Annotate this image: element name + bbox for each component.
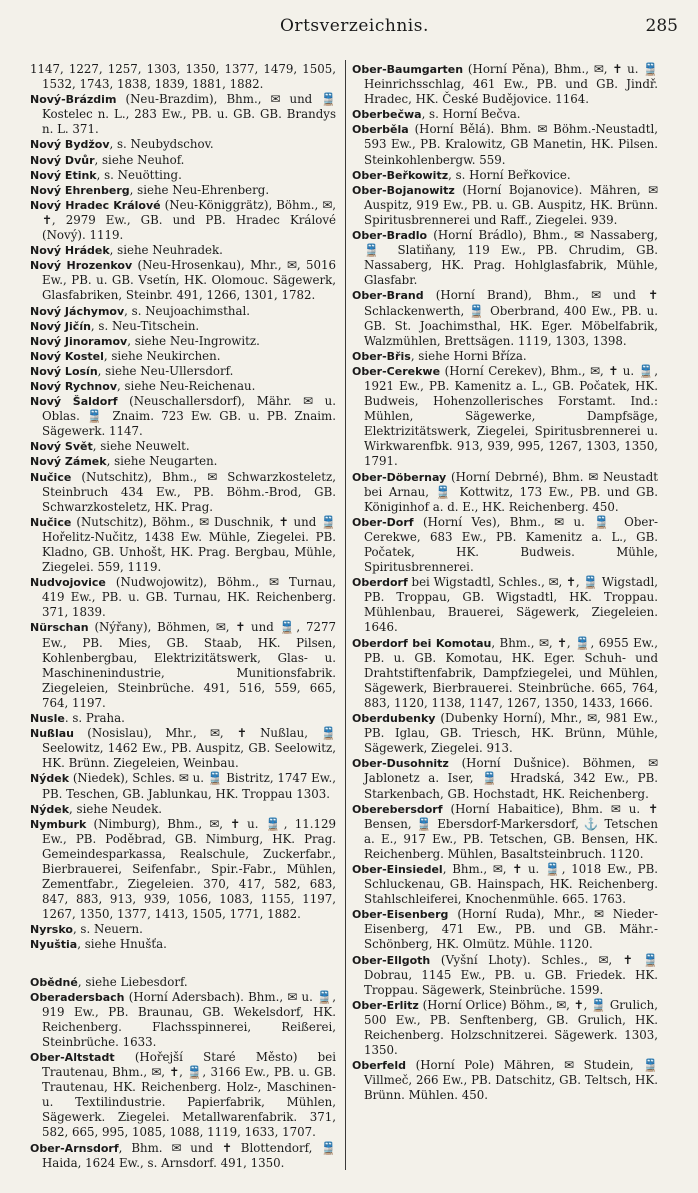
entry-text: (Horní Brádlo), Bhm., ✉ Nassaberg, 🚆 Slatiňany, 119 Ew., PB. Chrudim, GB. Nassaberg, HK. Prag. Hohlglasfabrik, Mühle, Glasfabr. bbox=[364, 228, 658, 288]
entry-headword: Nový Hradec Králové bbox=[30, 198, 161, 212]
entry-text: (Horní Habaitice), Bhm. ✉ u. ✝ Bensen, 🚆 Ebersdorf-Markersdorf, ⚓ Tetschen a. E., 917 Ew., PB. Tetschen, GB. Bensen, HK. Reichenberg. Mühlen, Basaltsteinbruch. 1120. bbox=[364, 801, 658, 861]
directory-entry bbox=[30, 243, 336, 258]
directory-entry bbox=[352, 711, 658, 756]
directory-entry bbox=[352, 470, 658, 515]
entry-text: (Nimburg), Bhm., ✉, ✝ u. 🚆, 11.129 Ew., PB. Poděbrad, GB. Nimburg, HK. Prag. Gemeindesparkassa, Realschule, Zuckerfabr., Bierbrauerei, Seifenfabr., Spir.-Fabr., Mühlen, Zementfabr., Ziegeleien. 370, 417, 582, 683, 847, 883, 913, 939, 1056, 1083, 1155, 1197, 1267, 1350, 1377, 1413, 1505, 1771, 1882. bbox=[42, 816, 336, 922]
entry-headword: Nußlau bbox=[30, 727, 74, 741]
directory-entry bbox=[30, 334, 336, 349]
entry-headword: Obědné bbox=[30, 975, 78, 989]
entry-text: (Horní Pěna), Bhm., ✉, ✝ u. 🚆 Heinrichsschlag, 461 Ew., PB. und GB. Jindř. Hradec, HK. České Budějovice. 1164. bbox=[364, 62, 658, 107]
entry-headword: Ober-Cerekwe bbox=[352, 364, 441, 378]
right-column bbox=[352, 62, 658, 1103]
directory-entry bbox=[352, 756, 658, 801]
entry-text: (Hořejší Staré Město) bei Trautenau, Bhm., ✉, ✝, 🚆, 3166 Ew., PB. u. GB. Trautenau, HK. Reichenberg. Holz-, Maschinen- u. Textilindustrie. Papierfabrik, Mühlen, Sägewerk. Ziegelei. Metallwarenfabrik. 371, 582, 665, 995, 1085, 1088, 1119, 1633, 1707. bbox=[42, 1050, 336, 1140]
entry-headword: Oberbečwa bbox=[352, 108, 422, 122]
entry-text: . s. Praha. bbox=[64, 711, 125, 726]
directory-entry bbox=[30, 922, 336, 937]
entry-text: , siehe Neu-Reichenau. bbox=[117, 378, 256, 393]
entry-headword: Ober-Altstadt bbox=[30, 1051, 115, 1064]
directory-entry bbox=[30, 470, 336, 515]
entry-text: , siehe Neudek. bbox=[69, 801, 163, 816]
entry-text: (Horní Pole) Mähren, ✉ Studein, 🚆 Villmeč, 266 Ew., PB. Datschitz, GB. Teltsch, HK. Brünn. Mühlen. 450. bbox=[364, 1058, 658, 1103]
entry-headword: Nový Rychnov bbox=[30, 379, 117, 393]
entry-headword: Nusle bbox=[30, 712, 65, 726]
directory-entry bbox=[30, 258, 336, 303]
entry-headword: Oberdorf bei Komotau bbox=[352, 636, 492, 650]
entry-headword: Nučice bbox=[30, 470, 72, 484]
entry-text: , s. Neujoachimsthal. bbox=[124, 303, 251, 318]
entry-text: , s. Neuern. bbox=[72, 922, 143, 937]
directory-entry bbox=[30, 349, 336, 364]
entry-text: , siehe Liebesdorf. bbox=[77, 974, 188, 989]
entry-headword: Nučice bbox=[30, 515, 72, 529]
entry-text: (Horní Ves), Bhm., ✉ u. 🚆 Ober-Cerekwe, 683 Ew., PB. Kamenitz a. L., GB. Počatek, HK. Budweis. Mühle, Spiritusbrennerei. bbox=[364, 514, 658, 575]
directory-entry bbox=[352, 862, 658, 907]
entry-text: , s. Neuötting. bbox=[96, 167, 182, 182]
directory-entry bbox=[30, 137, 336, 152]
entry-text: (Neuschallersdorf), Mähr. ✉ u. Oblas. 🚆 Znaim. 723 Ew. GB. u. PB. Znaim. Sägewerk. 1147. bbox=[42, 394, 336, 439]
directory-entry bbox=[30, 817, 336, 923]
directory-entry bbox=[30, 168, 336, 183]
directory-entry bbox=[30, 711, 336, 726]
directory-entry bbox=[352, 183, 658, 228]
entry-text: (Horní Dušnice). Böhmen, ✉ Jablonetz a. Iser, 🚆 Hradská, 342 Ew., PB. Starkenbach, GB. Hochstadt, HK. Reichenberg. bbox=[364, 756, 658, 801]
entry-headword: Nyuštia bbox=[30, 938, 78, 952]
directory-entry bbox=[30, 92, 336, 137]
entry-text: , Bhm. ✉ und ✝ Blottendorf, 🚆 Haida, 1624 Ew., s. Arnsdorf. 491, 1350. bbox=[42, 1140, 336, 1170]
entry-headword: Ober-Bojanowitz bbox=[352, 183, 455, 197]
directory-entry bbox=[352, 122, 658, 167]
entry-text: (Horní Adersbach). Bhm., ✉ u. 🚆, 919 Ew., PB. Braunau, GB. Wekelsdorf, HK. Reichenberg. Flachsspinnerei, Reißerei, Steinbrüche. 1633. bbox=[42, 989, 336, 1049]
entry-text: , s. Neubydschov. bbox=[109, 137, 214, 152]
entry-headword: Ober-Döbernay bbox=[352, 470, 447, 484]
entry-headword: Ober-Ellgoth bbox=[352, 953, 431, 967]
directory-entry bbox=[30, 62, 336, 92]
entry-headword: Oberadersbach bbox=[30, 990, 125, 1004]
entry-headword: Ober-Břis bbox=[352, 349, 411, 363]
directory-entry bbox=[352, 802, 658, 862]
entry-text: , siehe Neukirchen. bbox=[103, 348, 221, 363]
entry-text: , s. Horní Beřkovice. bbox=[448, 167, 571, 182]
entry-headword: Ober-Dorf bbox=[352, 515, 414, 529]
entry-headword: Ober-Erlitz bbox=[352, 998, 419, 1012]
entry-headword: Nýdek bbox=[30, 772, 70, 786]
entry-headword: Nový Bydžov bbox=[30, 138, 110, 152]
entry-headword: Nürschan bbox=[30, 621, 89, 635]
directory-entry bbox=[30, 515, 336, 575]
entry-headword: Nudvojovice bbox=[30, 576, 106, 590]
entry-headword: Oberdubenky bbox=[352, 712, 436, 726]
directory-entry bbox=[352, 168, 658, 183]
entry-headword: Nový Šaldorf bbox=[30, 395, 118, 409]
entry-text: (Vyšní Lhoty). Schles., ✉, ✝ 🚆 Dobrau, 1145 Ew., PB. u. GB. Friedek. HK. Troppau. Sägewerk, Steinbrüche. 1599. bbox=[364, 952, 658, 997]
entry-headword: Nový Svět bbox=[30, 440, 93, 454]
directory-entry bbox=[352, 364, 658, 470]
entry-headword: Oberdorf bbox=[352, 576, 408, 590]
page-header bbox=[0, 12, 698, 40]
entry-text: (Neu-Königgrätz), Böhm., ✉, ✝, 2979 Ew., GB. und PB. Hradec Králové (Nový). 1119. bbox=[42, 197, 336, 243]
entry-text: (Horní Cerekev), Bhm., ✉, ✝ u. 🚆, 1921 Ew., PB. Kamenitz a. L., GB. Počatek, HK. Budweis, Hohenzollerisches Forstamt. Ind.: Mühlen, Sägewerke, Dampfsäge, Elektrizitätswerk, Ziegelei, Spiritusbrennerei u. Wirkwarenfbk. 913, 939, 995, 1267, 1303, 1350, 1791. bbox=[364, 363, 658, 469]
directory-entry bbox=[30, 575, 336, 620]
directory-entry bbox=[30, 198, 336, 243]
entry-text: (Niedek), Schles. ✉ u. 🚆 Bistritz, 1747 Ew., PB. Teschen, GB. Jablunkau, HK. Troppau 1303. bbox=[42, 771, 336, 801]
directory-entry bbox=[30, 620, 336, 711]
entry-text: (Horní Orlice) Böhm., ✉, ✝, 🚆 Grulich, 500 Ew., PB. Senftenberg, GB. Grulich, HK. Reichenberg. Holzschnitzerei. Sägewerk. 1303, 1350. bbox=[364, 997, 658, 1058]
entry-text: (Nýřany), Böhmen, ✉, ✝ und 🚆, 7277 Ew., PB. Mies, GB. Staab, HK. Pilsen, Kohlenbergbau, Elektrizitätswerk, Glas- u. Maschinenindustrie, Munitionsfabrik. Ziegeleien, Steinbrüche. 491, 516, 559, 665, 764, 1197. bbox=[42, 620, 336, 710]
entry-text: (Dubenky Horní), Mhr., ✉, 981 Ew., PB. Iglau, GB. Triesch, HK. Brünn, Mühle, Sägewerk, Ziegelei. 913. bbox=[364, 711, 658, 756]
entry-text: (Horní Bělá). Bhm. ✉ Böhm.-Neustadtl, 593 Ew., PB. Kralowitz, GB Manetin, HK. Pilsen. Steinkohlenbergw. 559. bbox=[364, 122, 658, 167]
entry-headword: Ober-Brand bbox=[352, 289, 424, 303]
directory-entry bbox=[30, 379, 336, 394]
directory-entry bbox=[30, 304, 336, 319]
entry-headword: Nový Jáchymov bbox=[30, 304, 125, 318]
entry-headword: Ober-Baumgarten bbox=[352, 63, 464, 76]
entry-headword: Nový Zámek bbox=[30, 455, 107, 469]
entry-headword: Nový Dvůr bbox=[30, 153, 95, 167]
entry-text: , siehe Neuhof. bbox=[94, 152, 185, 167]
entry-headword: Nymburk bbox=[30, 817, 87, 831]
entry-text: (Horní Brand), Bhm., ✉ und ✝ Schlackenwerth, 🚆 Oberbrand, 400 Ew., PB. u. GB. St. Joachimsthal, HK. Eger. Möbelfabrik, Walzmühlen, Brettsägen. 1119, 1303, 1398. bbox=[364, 288, 658, 348]
directory-entry bbox=[30, 439, 336, 454]
directory-entry bbox=[352, 575, 658, 635]
entry-text: (Horní Debrné), Bhm. ✉ Neustadt bei Arnau, 🚆 Kottwitz, 173 Ew., PB. und GB. Königinhof a. d. E., HK. Reichenberg. 450. bbox=[364, 469, 658, 514]
directory-entry bbox=[352, 288, 658, 348]
entry-text: bei Wigstadtl, Schles., ✉, ✝, 🚆 Wigstadl, PB. Troppau, GB. Wigstadtl, HK. Troppau. Mühlenbau, Brauerei, Sägewerk, Ziegeleien. 1646. bbox=[364, 575, 658, 635]
directory-entry bbox=[30, 802, 336, 817]
entry-headword: Nový Hrádek bbox=[30, 244, 110, 258]
entry-text: 1147, 1227, 1257, 1303, 1350, 1377, 1479, 1505, 1532, 1743, 1838, 1839, 1881, 1882. bbox=[30, 62, 336, 92]
entry-text: (Horní Ruda), Mhr., ✉ Nieder-Eisenberg, 471 Ew., PB. und GB. Mähr.-Schönberg, HK. Olmütz. Mühle. 1120. bbox=[364, 907, 658, 952]
entry-headword: Nový Jinoramov bbox=[30, 334, 128, 348]
entry-headword: Oberfeld bbox=[352, 1059, 407, 1073]
entry-text: (Horní Bojanovice). Mähren, ✉ Auspitz, 919 Ew., PB. u. GB. Auspitz, HK. Brünn. Spiritusbrennerei und Raff., Ziegelei. 939. bbox=[364, 182, 658, 227]
entry-text: , Bhm., ✉, ✝ u. 🚆, 1018 Ew., PB. Schluckenau, GB. Hainspach, HK. Reichenberg. Stahlschleiferei, Knochenmühle. 665. 1763. bbox=[364, 861, 658, 907]
directory-entry bbox=[30, 183, 336, 198]
directory-entry bbox=[352, 953, 658, 998]
entry-text: , siehe Hnušťa. bbox=[77, 937, 167, 952]
entry-text: (Neu-Hrosenkau), Mhr., ✉, 5016 Ew., PB. u. GB. Vsetín, HK. Olomouc. Sägewerk, Glasfabriken, Steinbr. 491, 1266, 1301, 1782. bbox=[42, 258, 336, 303]
entry-headword: Nový Jičín bbox=[30, 319, 91, 333]
entry-headword: Nový Etink bbox=[30, 168, 97, 182]
directory-entry bbox=[352, 998, 658, 1058]
entry-headword: Ober-Eisenberg bbox=[352, 908, 449, 922]
directory-entry bbox=[352, 107, 658, 122]
entry-headword: Ober-Dusohnitz bbox=[352, 757, 449, 771]
directory-entry bbox=[30, 975, 336, 990]
directory-entry bbox=[30, 1141, 336, 1171]
page-number: 285 bbox=[645, 16, 678, 36]
entry-text: , siehe Neu-Ehrenberg. bbox=[129, 182, 270, 197]
entry-headword: Nový-Brázdim bbox=[30, 93, 117, 107]
entry-headword: Nyrsko bbox=[30, 923, 73, 937]
entry-headword: Nový Ehrenberg bbox=[30, 183, 130, 197]
entry-text: (Neu-Brazdim), Bhm., ✉ und 🚆 Kostelec n. L., 283 Ew., PB. u. GB. GB. Brandys n. L. 371. bbox=[42, 92, 336, 137]
entry-headword: Nový Kostel bbox=[30, 349, 104, 363]
directory-entry bbox=[30, 364, 336, 379]
entry-headword: Ober-Bradlo bbox=[352, 229, 428, 243]
entry-text: , s. Horní Bečva. bbox=[421, 107, 521, 122]
entry-headword: Nový Hrozenkov bbox=[30, 259, 133, 273]
entry-headword: Ober-Arnsdorf bbox=[30, 1141, 119, 1155]
entry-text: , siehe Horni Bříza. bbox=[410, 348, 527, 363]
entry-text: , Bhm., ✉, ✝, 🚆, 6955 Ew., PB. u. GB. Komotau, HK. Eger. Schuh- und Drahtstiftenfabrik, Dampfziegelei, und Mühlen, Sägewerk, Bierbrauerei. Steinbrüche. 665, 764, 883, 1120, 1138, 1147, 1267, 1350, 1433, 1666. bbox=[364, 635, 658, 710]
directory-entry bbox=[30, 990, 336, 1050]
entry-headword: Nový Losín bbox=[30, 364, 98, 378]
directory-entry bbox=[352, 1058, 658, 1103]
directory-entry bbox=[30, 454, 336, 469]
directory-entry bbox=[30, 319, 336, 334]
directory-entry bbox=[352, 636, 658, 711]
entry-headword: Nýdek bbox=[30, 802, 70, 816]
entry-headword: Ober-Einsiedel bbox=[352, 862, 443, 876]
entry-headword: Oberebersdorf bbox=[352, 802, 443, 816]
entry-text: , s. Neu-Titschein. bbox=[90, 318, 200, 333]
directory-entry bbox=[30, 937, 336, 952]
entry-text: (Nosislau), Mhr., ✉, ✝ Nußlau, 🚆 Seelowitz, 1462 Ew., PB. Auspitz, GB. Seelowitz, HK. Brünn. Ziegeleien, Weinbau. bbox=[42, 726, 336, 771]
entry-text: (Nutschitz), Böhm., ✉ Duschnik, ✝ und 🚆 Hořelitz-Nučitz, 1438 Ew. Mühle, Ziegelei. PB. Kladno, GB. Unhošt, HK. Prag. Bergbau, Mühle, Ziegelei. 559, 1119. bbox=[42, 514, 336, 575]
directory-entry bbox=[352, 349, 658, 364]
directory-entry bbox=[30, 726, 336, 771]
entry-text: , siehe Neuwelt. bbox=[92, 439, 190, 454]
running-title: Ortsverzeichnis. bbox=[280, 16, 429, 36]
directory-entry bbox=[352, 228, 658, 288]
column-divider bbox=[345, 60, 346, 1170]
entry-text: , siehe Neuhradek. bbox=[109, 243, 223, 258]
directory-entry bbox=[30, 771, 336, 801]
entry-headword: Ober-Beřkowitz bbox=[352, 168, 449, 182]
entry-text: (Nudwojowitz), Böhm., ✉ Turnau, 419 Ew., PB. u. GB. Turnau, HK. Reichenberg. 371, 1839. bbox=[42, 575, 336, 620]
directory-entry bbox=[30, 153, 336, 168]
directory-entry bbox=[30, 394, 336, 439]
section-gap bbox=[30, 953, 336, 975]
entry-headword: Oberběla bbox=[352, 123, 409, 137]
directory-entry bbox=[30, 1050, 336, 1141]
entry-text: , siehe Neugarten. bbox=[106, 454, 218, 469]
entry-text: , siehe Neu-Ullersdorf. bbox=[97, 363, 234, 378]
directory-entry bbox=[352, 907, 658, 952]
left-column bbox=[30, 62, 336, 1171]
entry-text: , siehe Neu-Ingrowitz. bbox=[127, 333, 260, 348]
entry-text: (Nutschitz), Bhm., ✉ Schwarzkosteletz, Steinbruch 434 Ew., PB. Böhm.-Brod, GB. Schwarzkosteletz, HK. Prag. bbox=[42, 469, 336, 514]
directory-entry bbox=[352, 62, 658, 107]
directory-entry bbox=[352, 515, 658, 575]
